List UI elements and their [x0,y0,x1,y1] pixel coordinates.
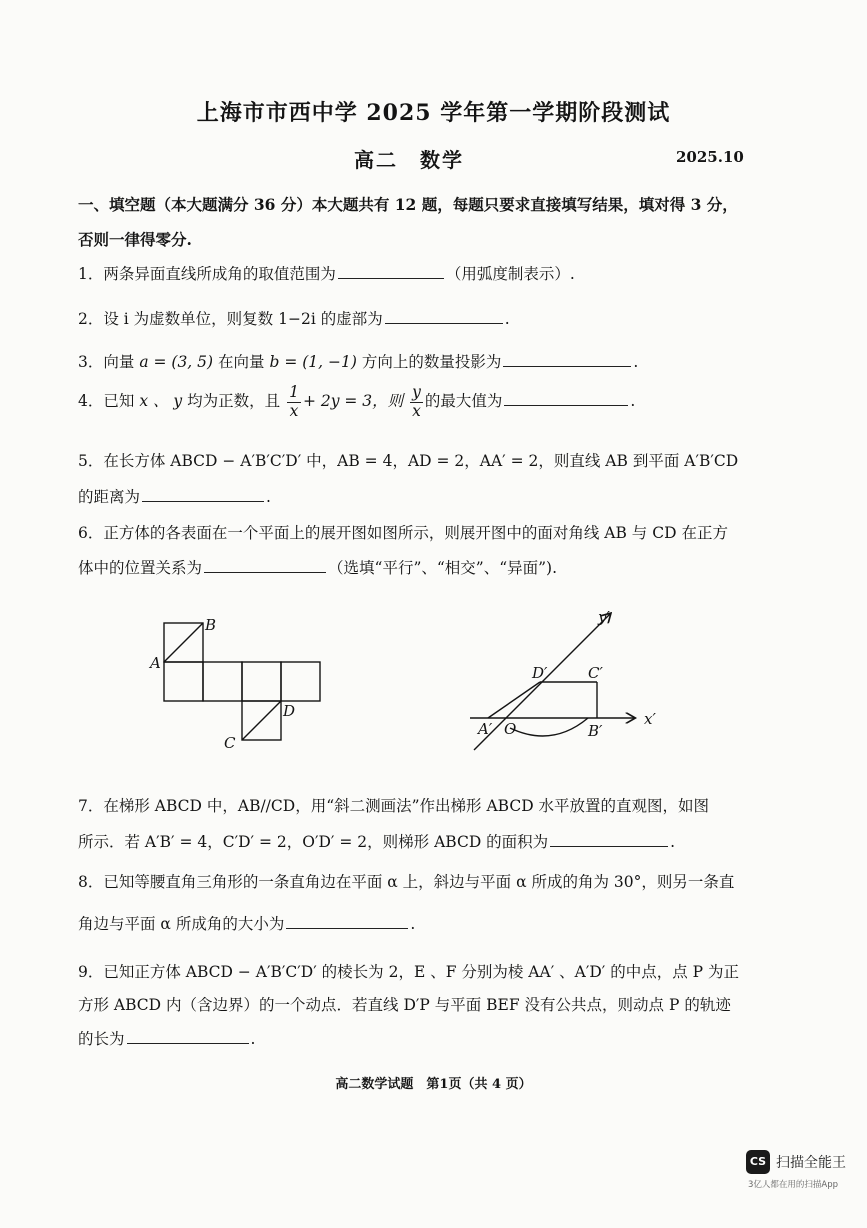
q4-fraction-y-over-x: $\frac{y}{x}$ [412,383,421,420]
trapezoid-oblique-figure [462,600,682,760]
label-b: B [205,616,217,634]
q9-answer-blank[interactable] [127,1028,249,1044]
label-a-prime: A′ [478,720,493,738]
q4-fraction-1-over-x: $\frac{1}{x}$ [289,383,299,420]
label-d-prime: D′ [532,664,548,682]
question-3 [78,350,638,372]
cube-net-figure [140,610,340,760]
label-a: A [150,654,161,672]
question-2 [78,307,510,329]
section-heading-line1: 一、填空题（本大题满分 36 分）本大题共有 12 题，每题只要求直接填写结果，填对得 3 分， [78,195,738,214]
camscanner-logo-icon: CS [746,1150,770,1174]
question-6-line2: 体中的位置关系为 （选填“平行”、“相交”、“异面”). [78,559,558,577]
q2-expr: 1−2i [278,310,316,328]
net-face [203,662,242,701]
diagonal-ab [164,623,203,662]
q4-mid: 均为正数，且 [187,392,281,410]
question-9-line1: 9．已知正方体 ABCD − A′B′C′D′ 的棱长为 2，E 、F 分别为棱 AA′ 、A′D′ 的中点，点 P 为正 [78,963,740,981]
label-c: C [224,734,236,752]
label-c-prime: C′ [588,664,603,682]
q4-equation: + 2y = 3，则 [302,392,404,410]
q1-suffix: （用弧度制表示）. [445,265,575,283]
camscanner-tagline: 3亿人都在用的扫描App [748,1180,839,1190]
page-footer: 高二数学试题 第1页（共 4 页） [335,1077,532,1092]
q2-end: . [504,310,510,328]
q4-end: . [630,392,636,410]
label-o: O [504,720,517,738]
exam-date: 2025.10 [676,148,744,166]
label-x-prime: x′ [644,710,656,728]
q3-mid2: 方向上的数量投影为 [361,353,502,371]
q3-answer-blank[interactable] [503,351,631,367]
net-face [164,662,203,701]
q3-end: . [633,353,639,371]
question-9-line3: 的长为 . [78,1030,256,1048]
exam-title: 上海市市西中学 2025 学年第一学期阶段测试 [196,100,671,126]
q2-text: 2．设 i 为虚数单位，则复数 [78,310,274,328]
camscanner-name: 扫描全能王 [776,1155,846,1171]
q3-vector-b: b = (1, −1) [269,353,357,371]
section-heading-line2: 否则一律得零分. [78,230,192,249]
question-9-line2: 方形 ABCD 内（含边界）的一个动点．若直线 D′P 与平面 BEF 没有公共点，则动点 P 的轨迹 [78,996,731,1014]
label-b-prime: B′ [588,722,603,740]
net-face [242,662,281,701]
net-face [281,662,320,701]
q7-answer-blank[interactable] [550,831,668,847]
q8-answer-blank[interactable] [286,913,408,929]
q4-post: 的最大值为 [424,392,503,410]
q2-mid: 的虚部为 [320,310,383,328]
question-1 [78,262,575,284]
q4-text: 4．已知 [78,392,135,410]
question-8-line1: 8．已知等腰直角三角形的一条直角边在平面 α 上，斜边与平面 α 所成的角为 30°，则另一条直 [78,873,735,891]
question-5-line2: 的距离为 . [78,488,271,506]
q3-vector-a: a = (3, 5) [139,353,214,371]
q3-mid: 在向量 [218,353,265,371]
q2-answer-blank[interactable] [385,308,503,324]
question-6-line1: 6．正方体的各表面在一个平面上的展开图如图所示，则展开图中的面对角线 AB 与 CD 在正方 [78,524,728,542]
arc-curve [510,718,588,736]
label-d: D [283,702,296,720]
question-7-line2: 所示．若 A′B′ = 4，C′D′ = 2，O′D′ = 2，则梯形 ABCD 的面积为 . [78,833,676,851]
diagonal-cd [242,701,281,740]
q3-text: 3．向量 [78,353,135,371]
q1-text: 1．两条异面直线所成角的取值范围为 [78,265,336,283]
question-7-line1: 7．在梯形 ABCD 中，AB//CD，用“斜二测画法”作出梯形 ABCD 水平放置的直观图，如图 [78,797,710,815]
label-y-prime: y′ [598,608,610,626]
q4-vars: x 、 y [139,392,183,410]
exam-subtitle: 高二 数学 [354,148,464,172]
q4-answer-blank[interactable] [504,390,628,406]
q5-answer-blank[interactable] [142,486,264,502]
edge-ad [488,682,540,718]
question-8-line2: 角边与平面 α 所成角的大小为 . [78,915,416,933]
question-4 [78,384,635,420]
question-5-line1: 5．在长方体 ABCD − A′B′C′D′ 中，AB = 4，AD = 2，AA′ = 2，则直线 AB 到平面 A′B′CD [78,452,739,470]
q1-answer-blank[interactable] [338,263,444,279]
q6-answer-blank[interactable] [204,557,326,573]
